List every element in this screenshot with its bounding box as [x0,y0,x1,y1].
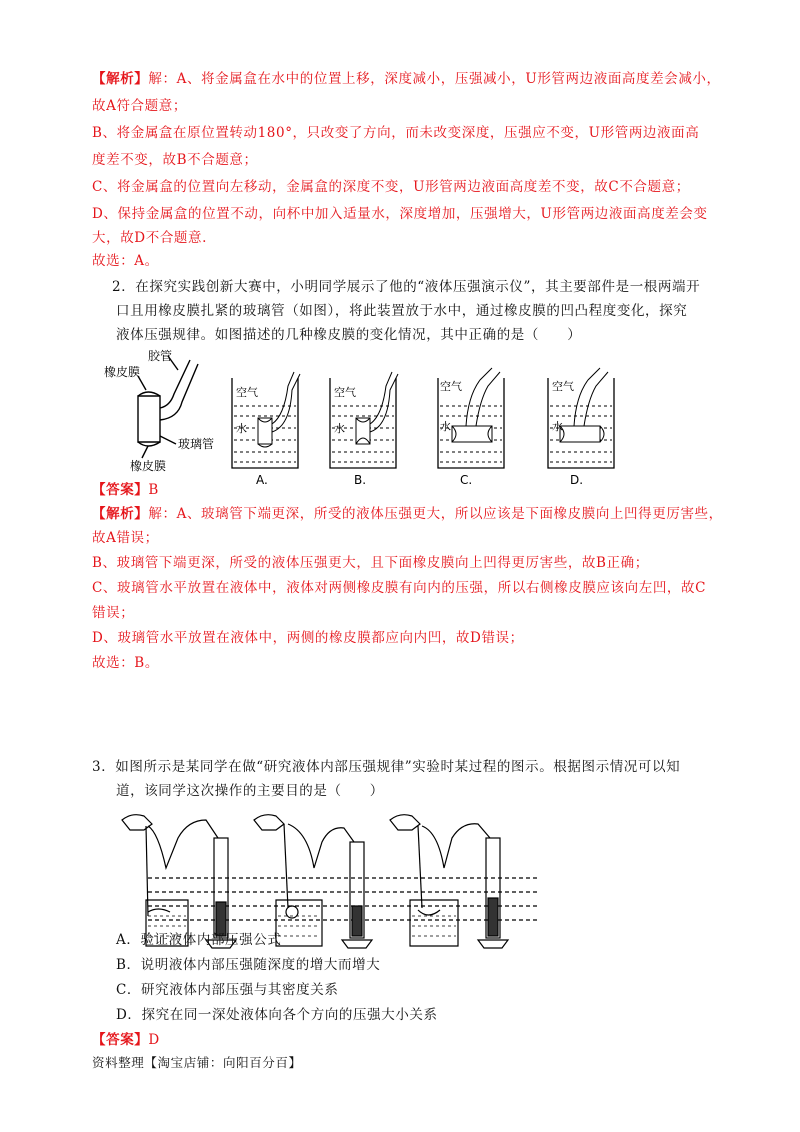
q2-analysis-line-5: 错误； [92,605,135,621]
q3-option-a: A．验证液体内部压强公式 [116,932,282,948]
q3-answer: 【答案】D [92,1032,160,1048]
a-air: 空气 [236,386,258,399]
q1-choice: 故选：A。 [92,253,159,269]
setup-3 [390,815,508,948]
label-glass-tube: 玻璃管 [178,437,215,451]
q3-stem-line-1: 3．如图所示是某同学在做“研究液体内部压强规律”实验时某过程的图示。根据图示情况可以知 [92,759,681,775]
q1-analysis-line-2: 故A符合题意； [92,98,187,114]
q1-analysis-line-6: D、保持金属盒的位置不动，向杯中加入适量水，深度增加，压强增大，U形管两边液面高度差会变 [92,206,708,222]
b-water: 水 [334,422,345,435]
q3-option-c: C．研究液体内部压强与其密度关系 [116,982,339,998]
q1-analysis-line-1: 【解析】解：A、将金属盒在水中的位置上移，深度减小，压强减小，U形管两边液面高度差会减小， [92,71,721,87]
d-water: 水 [552,420,563,433]
q2-figure [104,346,668,487]
option-a-label: A. [256,473,268,487]
b-air: 空气 [334,386,356,399]
q2-stem-line-1: 2．在探究实践创新大赛中，小明同学展示了他的“液体压强演示仪”，其主要部件是一根两端开 [112,279,701,295]
label-hose: 胶管 [148,349,173,363]
option-b-label: B. [354,473,367,487]
option-c-label: C. [460,473,473,487]
q2-choice: 故选：B。 [92,655,159,671]
footer: 资料整理【淘宝店铺：向阳百分百】 [92,1055,302,1070]
q2-number: 2． [112,279,136,295]
q2-analysis-line-6: D、玻璃管水平放置在液体中，两侧的橡皮膜都应向内凹，故D错误； [92,630,524,646]
analysis-label: 【解析】 [92,71,149,87]
setup-1 [122,815,236,948]
label-membrane-bottom: 橡皮膜 [130,459,167,473]
q3-stem-line-2: 道，该同学这次操作的主要目的是（ ） [116,783,384,799]
q1-analysis-line-7: 大，故D不合题意. [92,230,208,246]
q2-analysis-line-4: C、玻璃管水平放置在液体中，液体对两侧橡皮膜有向内的压强，所以右侧橡皮膜应该向左凹，故C [92,580,707,596]
q1-analysis-line-5: C、将金属盒的位置向左移动，金属盒的深度不变，U形管两边液面高度差不变，故C不合题意； [92,179,690,195]
q3-option-d: D．探究在同一深处液体向各个方向的压强大小关系 [116,1007,438,1023]
q2-analysis-line-3: B、玻璃管下端更深，所受的液体压强更大，且下面橡皮膜向上凹得更厉害些，故B正确； [92,555,649,571]
q2-answer: 【答案】B [92,482,159,498]
q2-stem-line-3: 液体压强规律。如图描述的几种橡皮膜的变化情况，其中正确的是（ ） [116,327,582,343]
label-membrane-top: 橡皮膜 [104,365,141,379]
a-water: 水 [236,422,247,435]
q1-analysis-line-3: B、将金属盒在原位置转动180°，只改变了方向，而未改变深度，压强应不变，U形管两边液面高 [92,125,700,141]
q1-analysis-line-4: 度差不变，故B不合题意； [92,152,258,168]
q3-option-b: B．说明液体内部压强随深度的增大而增大 [116,957,381,973]
setup-2 [254,815,372,948]
q2-analysis-line-1: 【解析】解：A、玻璃管下端更深，所受的液体压强更大，所以应该是下面橡皮膜向上凹得更厉害些， [92,506,723,522]
option-d-label: D. [570,473,584,487]
q2-analysis-line-2: 故A错误； [92,530,159,546]
c-water: 水 [440,420,451,433]
d-air: 空气 [552,380,574,393]
c-air: 空气 [440,380,462,393]
q2-stem-line-2: 口且用橡皮膜扎紧的玻璃管（如图），将此装置放于水中，通过橡皮膜的凹凸程度变化，探究 [116,303,688,319]
q3-number: 3． [92,759,116,775]
